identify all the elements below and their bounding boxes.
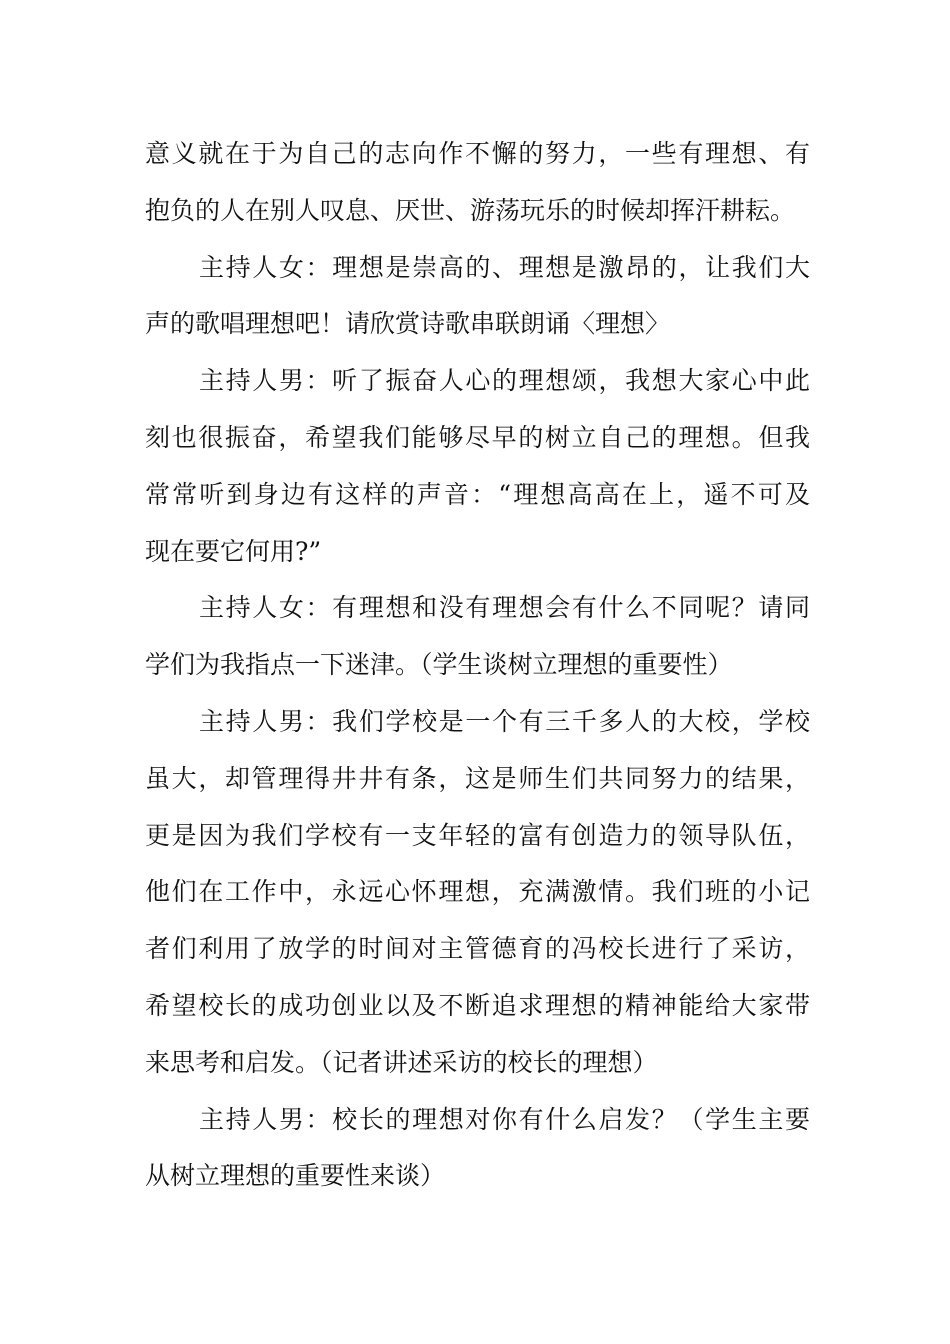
speaker-line: 主持人男：听了振奋人心的理想颂，我想大家心中此 (199, 366, 810, 396)
speaker-line: 主持人女：理想是崇高的、理想是激昂的，让我们大 (199, 252, 810, 282)
text-line: 抱负的人在别人叹息、厌世、游荡玩乐的时候却挥汗耕耘。 (145, 195, 796, 225)
text-line: 常常听到身边有这样的声音：“理想高高在上，遥不可及 (145, 479, 810, 509)
text-line: 刻也很振奋，希望我们能够尽早的树立自己的理想。但我 (145, 422, 810, 452)
text-line: 意义就在于为自己的志向作不懈的努力，一些有理想、有 (145, 139, 810, 168)
speaker-line: 主持人女：有理想和没有理想会有什么不同呢？请同 (199, 593, 810, 623)
text-line: 虽大，却管理得井井有条，这是师生们共同努力的结果， (145, 763, 810, 793)
document-body (145, 126, 810, 1205)
text-line: 者们利用了放学的时间对主管德育的冯校长进行了采访， (145, 934, 810, 964)
speaker-line: 主持人男：校长的理想对你有什么启发？（学生主要 (199, 1104, 810, 1134)
speaker-line: 主持人男：我们学校是一个有三千多人的大校，学校 (199, 706, 810, 736)
text-line: 更是因为我们学校有一支年轻的富有创造力的领导队伍， (145, 820, 810, 850)
text-line: 从树立理想的重要性来谈） (145, 1161, 446, 1191)
text-line: 他们在工作中，永远心怀理想，充满激情。我们班的小记 (145, 877, 810, 907)
text-line: 声的歌唱理想吧！请欣赏诗歌串联朗诵〈理想〉 (145, 309, 671, 339)
text-line: 现在要它何用?” (145, 536, 322, 566)
text-line: 来思考和启发。（记者讲述采访的校长的理想） (145, 1047, 658, 1077)
text-line: 希望校长的成功创业以及不断追求理想的精神能给大家带 (145, 990, 810, 1020)
text-line: 学们为我指点一下迷津。（学生谈树立理想的重要性） (145, 650, 733, 680)
